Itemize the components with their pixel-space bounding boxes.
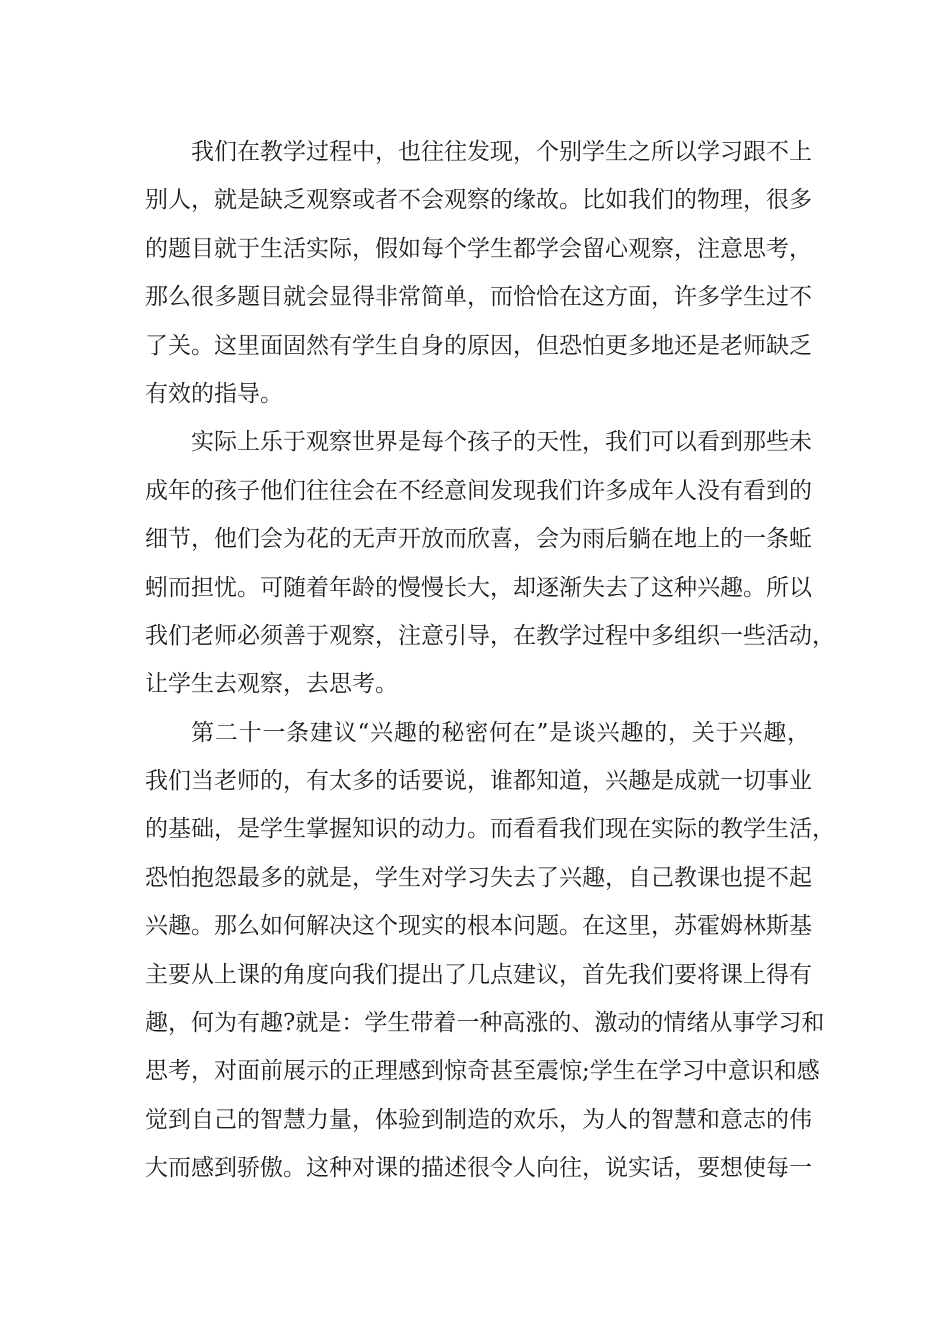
paragraph-1-line-5: 了关。这里面固然有学生自身的原因，但恐怕更多地还是老师缺乏 [145, 332, 812, 359]
paragraph-1-line-6: 有效的指导。 [145, 380, 283, 407]
paragraph-3-line-6: 主要从上课的角度向我们提出了几点建议，首先我们要将课上得有 [145, 961, 812, 988]
paragraph-2-line-2: 成年的孩子他们往往会在不经意间发现我们许多成年人没有看到的 [145, 477, 812, 504]
paragraph-3-line-5: 兴趣。那么如何解决这个现实的根本问题。在这里，苏霍姆林斯基 [145, 913, 812, 940]
paragraph-3-line-1: 第二十一条建议“兴趣的秘密何在”是谈兴趣的，关于兴趣， [191, 719, 810, 746]
paragraph-2-line-6: 让学生去观察，去思考。 [145, 671, 398, 698]
paragraph-2-line-3: 细节，他们会为花的无声开放而欣喜，会为雨后躺在地上的一条蚯 [145, 526, 812, 553]
paragraph-2-line-4: 蚓而担忧。可随着年龄的慢慢长大，却逐渐失去了这种兴趣。所以 [145, 574, 812, 601]
paragraph-1-line-1: 我们在教学过程中，也往往发现，个别学生之所以学习跟不上 [191, 139, 812, 165]
paragraph-1-line-3: 的题目就于生活实际，假如每个学生都学会留心观察，注意思考， [145, 235, 812, 262]
paragraph-1-line-2: 别人，就是缺乏观察或者不会观察的缘故。比如我们的物理，很多 [145, 187, 812, 214]
document-body [145, 128, 835, 1193]
paragraph-3-line-7: 趣，何为有趣?就是：学生带着一种高涨的、激动的情绪从事学习和 [145, 1010, 825, 1037]
paragraph-2-line-1: 实际上乐于观察世界是每个孩子的天性，我们可以看到那些未 [191, 429, 812, 456]
paragraph-3-line-9: 觉到自己的智慧力量，体验到制造的欢乐，为人的智慧和意志的伟 [145, 1106, 812, 1133]
paragraph-3-line-8: 思考，对面前展示的正理感到惊奇甚至震惊;学生在学习中意识和感 [145, 1058, 820, 1085]
paragraph-3-line-3: 的基础，是学生掌握知识的动力。而看看我们现在实际的教学生活， [145, 816, 835, 843]
paragraph-3-line-2: 我们当老师的，有太多的话要说，谁都知道，兴趣是成就一切事业 [145, 768, 812, 795]
paragraph-3-line-10: 大而感到骄傲。这种对课的描述很令人向往，说实话，要想使每一 [145, 1155, 812, 1182]
paragraph-2-line-5: 我们老师必须善于观察，注意引导，在教学过程中多组织一些活动， [145, 622, 835, 649]
paragraph-3-line-4: 恐怕抱怨最多的就是，学生对学习失去了兴趣，自己教课也提不起 [145, 864, 812, 891]
paragraph-1-line-4: 那么很多题目就会显得非常简单，而恰恰在这方面，许多学生过不 [145, 284, 812, 311]
